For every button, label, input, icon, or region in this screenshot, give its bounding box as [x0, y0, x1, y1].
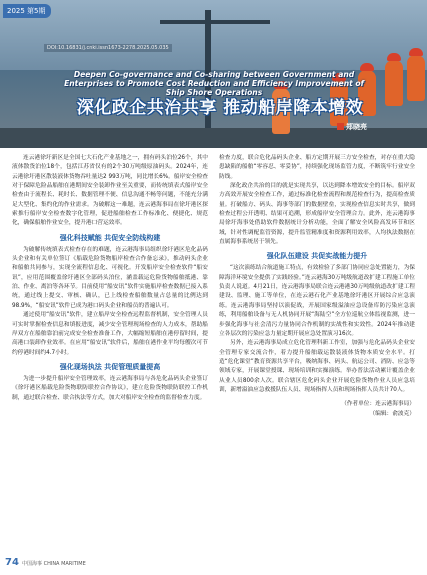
paragraph: “这次演练结合航道施工特点，有效检验了多部门协同应急处置能力，为保障海洋环境安全提供了实践经验。”连云港海30万吨级航道改扩建工程施工单位负责人说道。4月21日，连云港海事局联合连云港港30万吨级航道改扩建工程建设、监理、施工等单位，在连云港石化产业基地徐圩港区开展综合应急演练。连云港海事局坚持以演促战，开展国家级溢油应急设备库防污染应急演练，利用船舶设备与无人机协同开展“海陆空”全方位巡航立体监视监测，进一步强化海事与社会清污力量协同合作机制的实战性和实效性。2024年推动建立各层次的污染应急力量定期开展应急处置演习16次。	[219, 265, 415, 337]
author	[337, 122, 367, 132]
worker-figure	[407, 55, 425, 101]
worker-figure	[385, 60, 403, 106]
right-column	[219, 154, 415, 419]
author-affiliation: （作者单位：连云港海事局）	[341, 401, 415, 408]
worker-helmet	[409, 48, 423, 56]
section-heading: 强化队伍建设 共促实战能力提升	[266, 252, 368, 261]
english-title: Deepen Co-governance and Co-sharing between Government and Enterprises to Promote Cost Reduction and Efficiency Improvement of Ship Shore Operations	[64, 70, 364, 97]
journal-name: 中国海事 CHINA MARITIME	[22, 561, 86, 567]
section-heading: 强化现场执法 共促管理质量提高	[59, 362, 161, 371]
hero-banner	[0, 0, 427, 148]
worker-helmet	[387, 53, 401, 61]
paragraph: 连云港徐圩新区是全国七大石化产业基地之一，拥有码头泊位26个，其中液体散货泊位18个，包括江苏省仅有的2个30万吨级原油码头。2024年，连云港徐圩港区散装液体货物吞吐量达2 993万吨，同比增长6%。船岸安全检查对于保障危险品船舶在港期间安全装卸作业至关重要，而传统填表式船岸安全检查由于流程长、耗时长、数据管理不便、信息沟通不畅等问题，不能充分满足大型化、集约化的作业需求。为破解这一难题，连云港海事局在徐圩港区探索推行船岸安全检查数字化管理，促进船舶检查工作标准化、便捷化、规范化，确保船舶作业安全，提升港口营运效率。	[12, 155, 208, 227]
paragraph: 为破解传统填表式检查存在的难题，连云港海事局组织徐圩港区危化品码头企业和有关单位签订《船载危险货物船岸检查合作备忘录》，推动码头企业和船舶共同参与，实现全流程信息化、可视化。开发船岸安全检查软件“船安讯”，应用范围覆盖徐圩港区全部码头泊位，涵盖载运危险货物船舶抵港、靠泊、作业、离泊等各环节。目前使用“船安讯”软件实施船岸检查数据已接入系统，通过线上提交、审核、确认，已上线检查船舶数量占总量的比例达到98.9%，“船安讯”软件已成为港口码头企业和船员的普遍认可。	[12, 246, 208, 309]
page-number: 74	[5, 557, 19, 568]
author-mark-icon	[337, 123, 344, 130]
doi: DOI:10.16831/j.cnki.issn1673-2278.2025.05.035	[44, 44, 172, 52]
paragraph: 检查力度，联合危化品码头企业、船方定期开展三方安全检查，对存在重大隐患缺陷的船舶“零容忍、零妥协”，持续强化现场监管力度，不断筑牢行业安全防线。	[219, 155, 415, 180]
paragraph: 为进一步提升船岸安全管理效率，连云港海事局与各危化品码头企业签订《徐圩港区船载危险货物联防联控合作协议》，建立危险货物联防联控工作机制，通过联合检查、联合执法等方式，加大对船岸安全检查的监督检查力度。	[12, 375, 208, 401]
paragraph: 另外，连云港海事局成立危化管理科新工作室，加强与危化品码头企业安全管理专家交流合作，着力提升船舶载运散装液体货物本质安全水平。打造“危化课堂”教育资源共享平台，吸纳海事、码头、航运公司、消防、应急等领域专家，开展课堂授课、现场培训和实操演练。举办普法活动累计覆盖企业从业人员800余人次。联合辖区危化码头企业开展危险货物作业人员应急培训，新增溢油应急救援队伍人员、现场指挥人员和现场指挥人员共计70人。	[219, 340, 415, 393]
crane-arm	[160, 20, 270, 24]
chinese-title: 深化政企共治共享 推动船岸降本增效	[76, 98, 364, 118]
paragraph: 通过使用“船安讯”软件，建立船岸安全检查远程监督机制，安全管理人员可实时掌握检查信息和填报进度，减少安全管理现场检查的人力成本，帮助船岸双方在船舶靠泊前完成安全检查准备工作，大幅缩短船舶在港停留时间，提高港口装卸作业效率。在应用“船安讯”软件后，船舶在港作业平均每艘次可节约停港时间约4.7小时。	[12, 312, 208, 356]
section-heading: 强化科技赋能 共促安全防线构建	[59, 233, 161, 242]
hero-sky	[0, 0, 427, 70]
author-name: 郑晓亮	[346, 123, 367, 131]
editor-credit: （编辑：俞波克）	[369, 411, 415, 418]
paragraph: 深化政企共治的目的就是实现共享，以达到降本增效安全的目标。船岸双方高效开展安全检查工作，通过标准化检查流程和规范检查行为，提高检查质量。打破船方、码头、海事等部门的数据壁垒，实现检查信息实时共享，做到检查过程公开透明、结果可追溯，形成船岸安全管理合力。此外，连云港海事局徐圩海事处借助软件数据统计分析功能，全面了解安全风险高发环节和区域，针对性调配监管资源，提升监管精准度和资源利用效率，人均执法数据在直属海事系统居于领先。	[219, 183, 415, 246]
issue-tag: 2025 第5期	[3, 4, 51, 18]
left-column	[12, 154, 208, 403]
